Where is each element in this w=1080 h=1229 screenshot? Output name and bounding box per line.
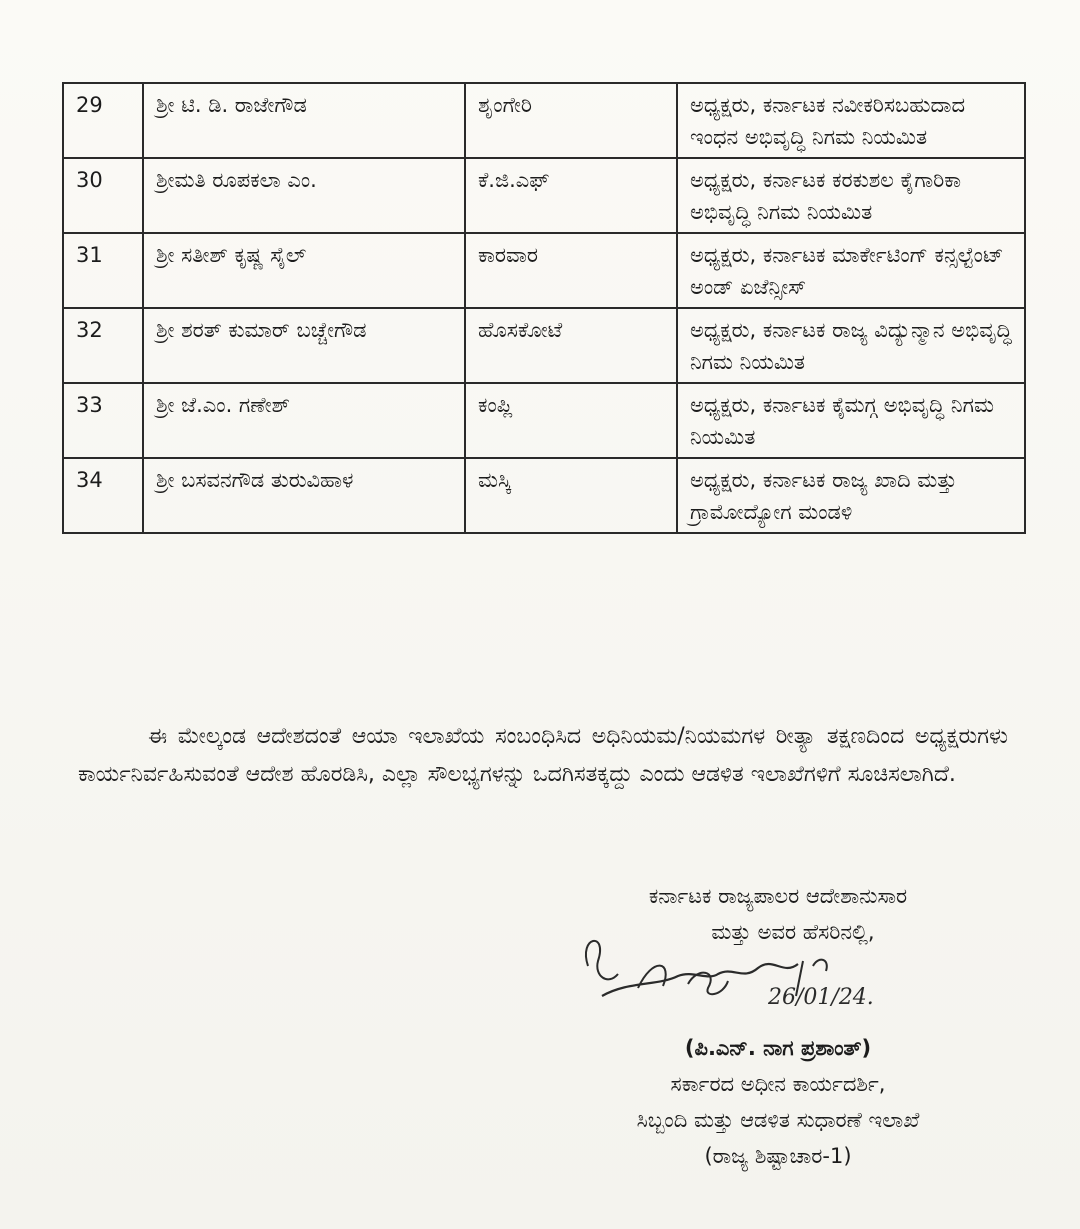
appointee-name: ಶ್ರೀ ಶರತ್ ಕುಮಾರ್ ಬಚ್ಚೇಗೌಡ	[143, 308, 465, 383]
appointee-name: ಶ್ರೀ ಸತೀಶ್ ಕೃಷ್ಣ ಸೈಲ್	[143, 233, 465, 308]
authority-line: ಕರ್ನಾಟಕ ರಾಜ್ಯಪಾಲರ ಆದೇಶಾನುಸಾರ	[648, 884, 908, 908]
constituency: ಹೊಸಕೋಟೆ	[465, 308, 677, 383]
constituency: ಕೆ.ಜಿ.ಎಫ್	[465, 158, 677, 233]
constituency: ಮಸ್ಕಿ	[465, 458, 677, 533]
table-row	[63, 458, 1025, 533]
handwritten-signature	[538, 950, 1018, 1030]
appointed-post: ಅಧ್ಯಕ್ಷರು, ಕರ್ನಾಟಕ ರಾಜ್ಯ ವಿದ್ಯುನ್ಮಾನ ಅಭಿವೃದ್ಧಿ ನಿಗಮ ನಿಯಮಿತ	[677, 308, 1025, 383]
appointed-post: ಅಧ್ಯಕ್ಷರು, ಕರ್ನಾಟಕ ಕರಕುಶಲ ಕೈಗಾರಿಕಾ ಅಭಿವೃದ್ಧಿ ನಿಗಮ ನಿಯಮಿತ	[677, 158, 1025, 233]
appointee-name: ಶ್ರೀ ಟಿ. ಡಿ. ರಾಜೇಗೌಡ	[143, 83, 465, 158]
instruction-paragraph	[78, 718, 1008, 794]
appointments-table	[62, 82, 1026, 534]
section: (ರಾಜ್ಯ ಶಿಷ್ಟಾಚಾರ-1)	[704, 1144, 852, 1168]
row-number: 33	[63, 383, 143, 458]
signature-image	[568, 926, 908, 1036]
signature-block	[538, 878, 1018, 1174]
signature-date: 26/01/24.	[768, 985, 874, 1010]
table-row	[63, 233, 1025, 308]
appointed-post: ಅಧ್ಯಕ್ಷರು, ಕರ್ನಾಟಕ ಕೈಮಗ್ಗ ಅಭಿವೃದ್ಧಿ ನಿಗಮ ನಿಯಮಿತ	[677, 383, 1025, 458]
appointed-post: ಅಧ್ಯಕ್ಷರು, ಕರ್ನಾಟಕ ಮಾರ್ಕೇಟಿಂಗ್ ಕನ್ಸಲ್ಟೆಂಟ್ ಅಂಡ್ ಏಜೆನ್ಸೀಸ್	[677, 233, 1025, 308]
designation: ಸರ್ಕಾರದ ಅಧೀನ ಕಾರ್ಯದರ್ಶಿ,	[670, 1072, 886, 1096]
constituency: ಕಾರವಾರ	[465, 233, 677, 308]
constituency: ಕಂಪ್ಲಿ	[465, 383, 677, 458]
table-row	[63, 158, 1025, 233]
paragraph-text: ಈ ಮೇಲ್ಕಂಡ ಆದೇಶದಂತೆ ಆಯಾ ಇಲಾಖೆಯ ಸಂಬಂಧಿಸಿದ ಅಧಿನಿಯಮ/ನಿಯಮಗಳ ರೀತ್ಯಾ ತಕ್ಷಣದಿಂದ ಅಧ್ಯಕ್ಷರುಗಳು ಕಾರ್ಯನಿರ್ವಹಿಸುವಂತೆ ಆದೇಶ ಹೊರಡಿಸಿ, ಎಲ್ಲಾ ಸೌಲಭ್ಯಗಳನ್ನು ಒದಗಿಸತಕ್ಕದ್ದು ಎಂದು ಆಡಳಿತ ಇಲಾಖೆಗಳಿಗೆ ಸೂಚಿಸಲಾಗಿದೆ.	[78, 724, 1008, 787]
authority-line-2: ಮತ್ತು ಅವರ ಹೆಸರಿನಲ್ಲಿ,	[711, 920, 875, 944]
row-number: 29	[63, 83, 143, 158]
appointee-name: ಶ್ರೀ ಬಸವನಗೌಡ ತುರುವಿಹಾಳ	[143, 458, 465, 533]
row-number: 34	[63, 458, 143, 533]
constituency: ಶೃಂಗೇರಿ	[465, 83, 677, 158]
signatory-name: (ಪಿ.ಎನ್. ನಾಗ ಪ್ರಶಾಂತ್)	[684, 1036, 872, 1060]
row-number: 31	[63, 233, 143, 308]
appointee-name: ಶ್ರೀಮತಿ ರೂಪಕಲಾ ಎಂ.	[143, 158, 465, 233]
department: ಸಿಬ್ಬಂದಿ ಮತ್ತು ಆಡಳಿತ ಸುಧಾರಣೆ ಇಲಾಖೆ	[636, 1108, 920, 1132]
row-number: 30	[63, 158, 143, 233]
appointee-name: ಶ್ರೀ ಜೆ.ಎಂ. ಗಣೇಶ್	[143, 383, 465, 458]
row-number: 32	[63, 308, 143, 383]
table-row	[63, 308, 1025, 383]
appointed-post: ಅಧ್ಯಕ್ಷರು, ಕರ್ನಾಟಕ ನವೀಕರಿಸಬಹುದಾದ ಇಂಧನ ಅಭಿವೃದ್ಧಿ ನಿಗಮ ನಿಯಮಿತ	[677, 83, 1025, 158]
table-row	[63, 383, 1025, 458]
appointed-post: ಅಧ್ಯಕ್ಷರು, ಕರ್ನಾಟಕ ರಾಜ್ಯ ಖಾದಿ ಮತ್ತು ಗ್ರಾಮೋದ್ಯೋಗ ಮಂಡಳಿ	[677, 458, 1025, 533]
table-row	[63, 83, 1025, 158]
